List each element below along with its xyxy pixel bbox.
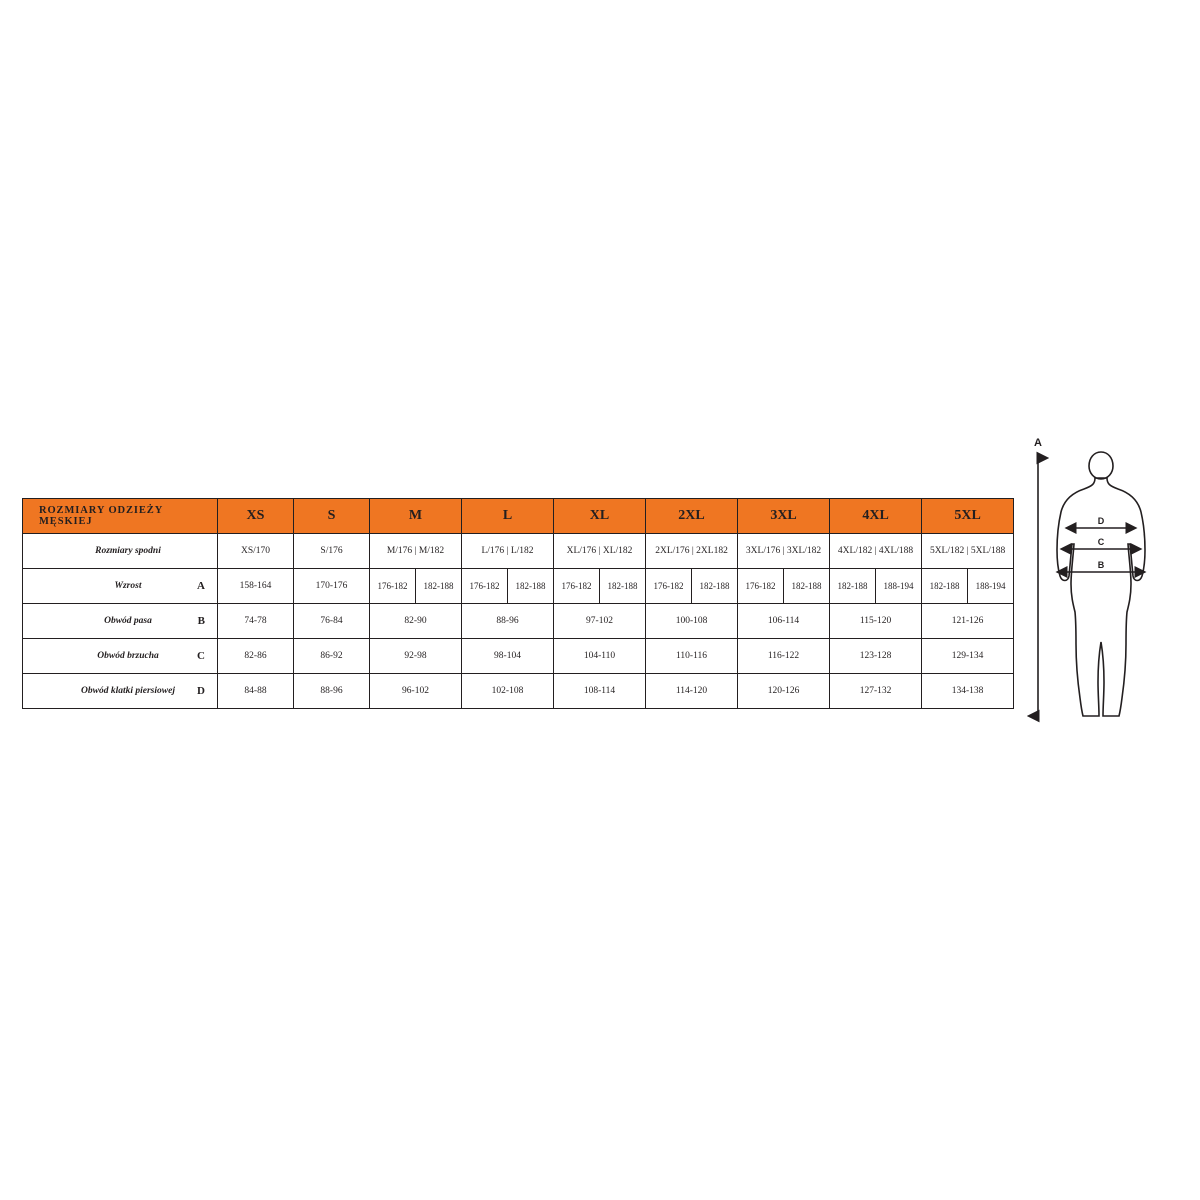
waist-marker-label: B <box>1097 560 1105 570</box>
measure-arrows-group <box>1066 516 1136 572</box>
row-marker: A <box>197 580 205 592</box>
cell-height-xl-176: 176-182 <box>554 569 600 604</box>
cell-height-4xl-188: 188-194 <box>876 569 922 604</box>
cell-height-5xl-188: 188-194 <box>968 569 1014 604</box>
cell-height-l-176: 176-182 <box>462 569 508 604</box>
cell-belly-l: 98-104 <box>462 639 554 674</box>
size-table-container <box>22 498 1006 709</box>
cell-trousers-4xl: 4XL/182 | 4XL/188 <box>830 534 922 569</box>
table-row <box>23 569 1014 604</box>
cell-height-4xl-182: 182-188 <box>830 569 876 604</box>
cell-belly-2xl: 110-116 <box>646 639 738 674</box>
cell-height-3xl-176: 176-182 <box>738 569 784 604</box>
cell-belly-xs: 82-86 <box>218 639 294 674</box>
measurement-figure <box>1026 432 1186 732</box>
table-row <box>23 639 1014 674</box>
cell-height-xs: 158-164 <box>218 569 294 604</box>
belly-marker-label: C <box>1097 537 1105 547</box>
table-row <box>23 604 1014 639</box>
cell-belly-3xl: 116-122 <box>738 639 830 674</box>
head-outline <box>1089 452 1113 479</box>
row-label-chest <box>23 674 218 709</box>
cell-trousers-xs: XS/170 <box>218 534 294 569</box>
cell-height-3xl-182: 182-188 <box>784 569 830 604</box>
cell-height-m-182: 182-188 <box>416 569 462 604</box>
row-label-text: Obwód klatki piersiowej <box>81 686 175 696</box>
height-marker-label: A <box>1034 437 1042 449</box>
row-label-text: Obwód pasa <box>104 616 152 626</box>
cell-chest-s: 88-96 <box>294 674 370 709</box>
cell-waist-xs: 74-78 <box>218 604 294 639</box>
cell-height-2xl-182: 182-188 <box>692 569 738 604</box>
table-row <box>23 674 1014 709</box>
row-label-waist <box>23 604 218 639</box>
size-header-l: L <box>462 499 554 534</box>
size-header-xl: XL <box>554 499 646 534</box>
body-silhouette <box>1057 452 1145 716</box>
cell-chest-l: 102-108 <box>462 674 554 709</box>
cell-height-5xl-182: 182-188 <box>922 569 968 604</box>
row-label-trousers <box>23 534 218 569</box>
cell-belly-s: 86-92 <box>294 639 370 674</box>
figure-svg <box>1026 432 1186 732</box>
cell-belly-5xl: 129-134 <box>922 639 1014 674</box>
cell-belly-4xl: 123-128 <box>830 639 922 674</box>
row-label-text: Rozmiary spodni <box>95 546 161 556</box>
cell-chest-5xl: 134-138 <box>922 674 1014 709</box>
cell-waist-2xl: 100-108 <box>646 604 738 639</box>
cell-chest-3xl: 120-126 <box>738 674 830 709</box>
row-label-text: Wzrost <box>114 581 142 591</box>
size-header-2xl: 2XL <box>646 499 738 534</box>
cell-waist-5xl: 121-126 <box>922 604 1014 639</box>
cell-waist-m: 82-90 <box>370 604 462 639</box>
table-title: ROZMIARY ODZIEŻY MĘSKIEJ <box>23 499 218 534</box>
cell-height-xl-182: 182-188 <box>600 569 646 604</box>
cell-height-m-176: 176-182 <box>370 569 416 604</box>
size-header-s: S <box>294 499 370 534</box>
cell-belly-m: 92-98 <box>370 639 462 674</box>
size-header-m: M <box>370 499 462 534</box>
cell-trousers-s: S/176 <box>294 534 370 569</box>
cell-trousers-3xl: 3XL/176 | 3XL/182 <box>738 534 830 569</box>
body-outline <box>1057 478 1145 716</box>
table-header-row <box>23 499 1014 534</box>
size-header-5xl: 5XL <box>922 499 1014 534</box>
cell-chest-xl: 108-114 <box>554 674 646 709</box>
cell-trousers-5xl: 5XL/182 | 5XL/188 <box>922 534 1014 569</box>
table-row <box>23 534 1014 569</box>
row-label-belly <box>23 639 218 674</box>
cell-trousers-l: L/176 | L/182 <box>462 534 554 569</box>
cell-waist-3xl: 106-114 <box>738 604 830 639</box>
cell-chest-xs: 84-88 <box>218 674 294 709</box>
height-arrow-group <box>1034 437 1042 716</box>
size-header-xs: XS <box>218 499 294 534</box>
cell-waist-xl: 97-102 <box>554 604 646 639</box>
row-marker: B <box>197 615 205 627</box>
size-table <box>22 498 1014 709</box>
row-label-height <box>23 569 218 604</box>
cell-chest-4xl: 127-132 <box>830 674 922 709</box>
cell-height-s: 170-176 <box>294 569 370 604</box>
cell-chest-2xl: 114-120 <box>646 674 738 709</box>
cell-waist-l: 88-96 <box>462 604 554 639</box>
chest-marker-label: D <box>1097 516 1105 526</box>
cell-waist-s: 76-84 <box>294 604 370 639</box>
size-header-3xl: 3XL <box>738 499 830 534</box>
cell-waist-4xl: 115-120 <box>830 604 922 639</box>
row-marker: C <box>197 650 205 662</box>
row-label-text: Obwód brzucha <box>97 651 159 661</box>
cell-height-2xl-176: 176-182 <box>646 569 692 604</box>
cell-trousers-xl: XL/176 | XL/182 <box>554 534 646 569</box>
cell-trousers-m: M/176 | M/182 <box>370 534 462 569</box>
cell-height-l-182: 182-188 <box>508 569 554 604</box>
row-marker: D <box>197 685 205 697</box>
cell-chest-m: 96-102 <box>370 674 462 709</box>
cell-trousers-2xl: 2XL/176 | 2XL182 <box>646 534 738 569</box>
size-header-4xl: 4XL <box>830 499 922 534</box>
cell-belly-xl: 104-110 <box>554 639 646 674</box>
